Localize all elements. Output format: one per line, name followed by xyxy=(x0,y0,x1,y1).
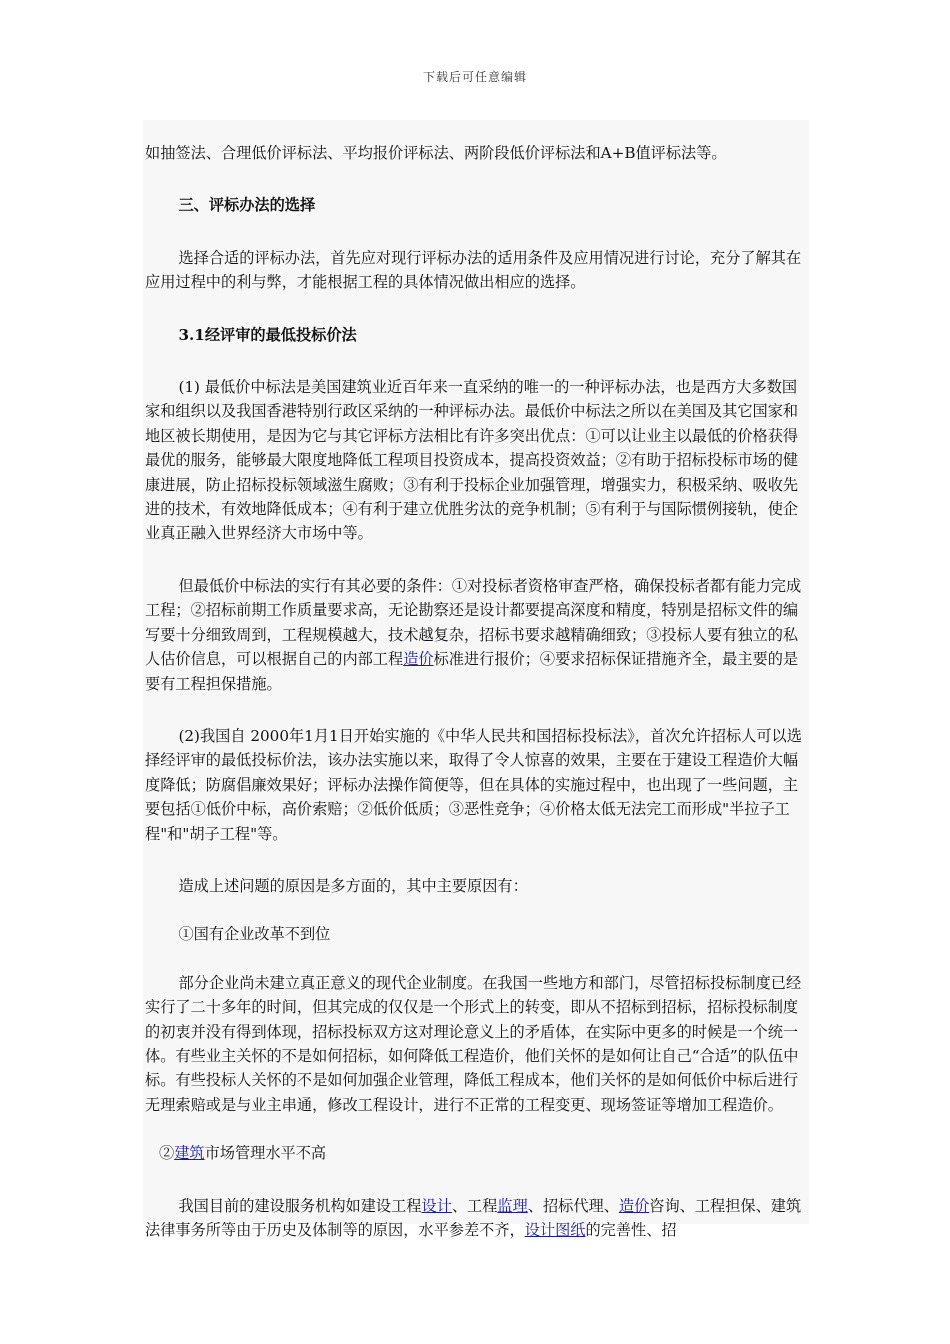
link-zaojia-2[interactable]: 造价 xyxy=(618,1196,650,1215)
subsection-heading-3-1: 3.1经评审的最低投标价法 xyxy=(178,325,357,344)
paragraph-selection: 选择合适的评标办法，首先应对现行评标办法的适用条件及应用情况进行讨论，充分了解其在应用过程中的利与弊，才能根据工程的具体情况做出相应的选择。 xyxy=(145,248,802,292)
text-segment: 的完善性、招 xyxy=(585,1221,677,1239)
paragraph-service-agencies xyxy=(145,1194,807,1243)
page-header: 下载后可任意编辑 xyxy=(422,70,527,84)
text-segment: 、招标代理、 xyxy=(527,1196,619,1215)
link-zaojia[interactable]: 造价 xyxy=(403,650,434,669)
text-segment: ② xyxy=(159,1144,175,1163)
paragraph-enterprise-reform: 部分企业尚未建立真正意义的现代企业制度。在我国一些地方和部门，尽管招标投标制度已经实行了二十多年的时间，但其完成的仅仅是一个形式上的转变，即从不招标到招标，招标投标制度的初衷并没有得到体现，招标投标双方这对理论意义上的矛盾体，在实际中更多的时候是一个统一体。有些业主关怀的不是如何招标，如何降低工程造价，他们关怀的是如何让自己“合适”的队伍中标。有些投标人关怀的不是如何加强企业管理，降低工程成本，他们关怀的是如何低价中标后进行无理索赔或是与业主串通，修改工程设计，进行不正常的工程变更、现场签证等增加工程造价。 xyxy=(145,973,802,1114)
link-sheji-tuzhi[interactable]: 设计图纸 xyxy=(524,1221,586,1239)
paragraph-lowest-price-advantages: (1) 最低价中标法是美国建筑业近百年来一直采纳的唯一的一种评标办法，也是西方大多数国家和组织以及我国香港特别行政区采纳的一种评标办法。最低价中标法之所以在美国及其它国家和地区被长期使用，是因为它与其它评标方法相比有许多突出优点：①可以让业主以最低的价格获得最优的服务，能够最大限度地降低工程项目投资成本，提高投资效益；②有助于招标投标市场的健康进展，防止招标投标领域滋生腐败；③有利于投标企业加强管理，增强实力，积极采纳、吸收先进的技术，有效地降低成本；④有利于建立优胜劣汰的竞争机制；⑤有利于与国际惯例接轨，使企业真正融入世界经济大市场中等。 xyxy=(145,378,799,543)
paragraph-intro: 如抽签法、合理低价评标法、平均报价评标法、两阶段低价评标法和A+B值评标法等。 xyxy=(145,144,727,162)
cause-item-2 xyxy=(145,1141,807,1165)
paragraph-causes-intro: 造成上述问题的原因是多方面的，其中主要原因有： xyxy=(178,876,528,895)
text-segment: 我国目前的建设服务机构如建设工程 xyxy=(178,1196,422,1215)
text-segment: 标准进行报价；④要求招标保证措施齐全，最主要的是要有工程担保措施。 xyxy=(145,650,799,693)
link-jianzhu[interactable]: 建筑 xyxy=(174,1144,205,1163)
section-heading-3: 三、评标办法的选择 xyxy=(178,196,316,215)
paragraph-china-implementation: (2)我国自 2000年1月1日开始实施的《中华人民共和国招标投标法》，首次允许招标人可以选择经评审的最低投标价法，该办法实施以来，取得了令人惊喜的效果，主要在于建设工程造价大幅度降低；防腐倡廉效果好；评标办法操作简便等，但在具体的实施过程中，也出现了一些问题，主要包括①低价中标，高价索赔；②低价低质；③恶性竞争；④价格太低无法完工而形成"半拉子工程"和"胡子工程"等。 xyxy=(145,726,802,843)
link-sheji[interactable]: 设计 xyxy=(421,1196,452,1215)
text-segment: 、工程 xyxy=(451,1196,498,1215)
text-segment: 咨询、工程担保、建筑法律事务所等由于历史及体制等的原因，水平参差不齐， xyxy=(145,1196,802,1239)
text-segment: 市场管理水平不高 xyxy=(204,1144,327,1163)
paragraph-lowest-price-conditions xyxy=(145,574,807,696)
cause-item-1: ①国有企业改革不到位 xyxy=(178,925,331,944)
text-segment: 但最低价中标法的实行有其必要的条件：①对投标者资格审查严格，确保投标者都有能力完成工程；②招标前期工作质量要求高，无论勘察还是设计都要提高深度和精度，特别是招标文件的编写要十分细致周到，工程规模越大，技术越复杂，招标书要求越精确细致；③投标人要有独立的私人估价信息，可以根据自己的内部工程 xyxy=(145,576,802,669)
link-jianli[interactable]: 监理 xyxy=(497,1196,528,1215)
document-body xyxy=(143,120,809,1239)
